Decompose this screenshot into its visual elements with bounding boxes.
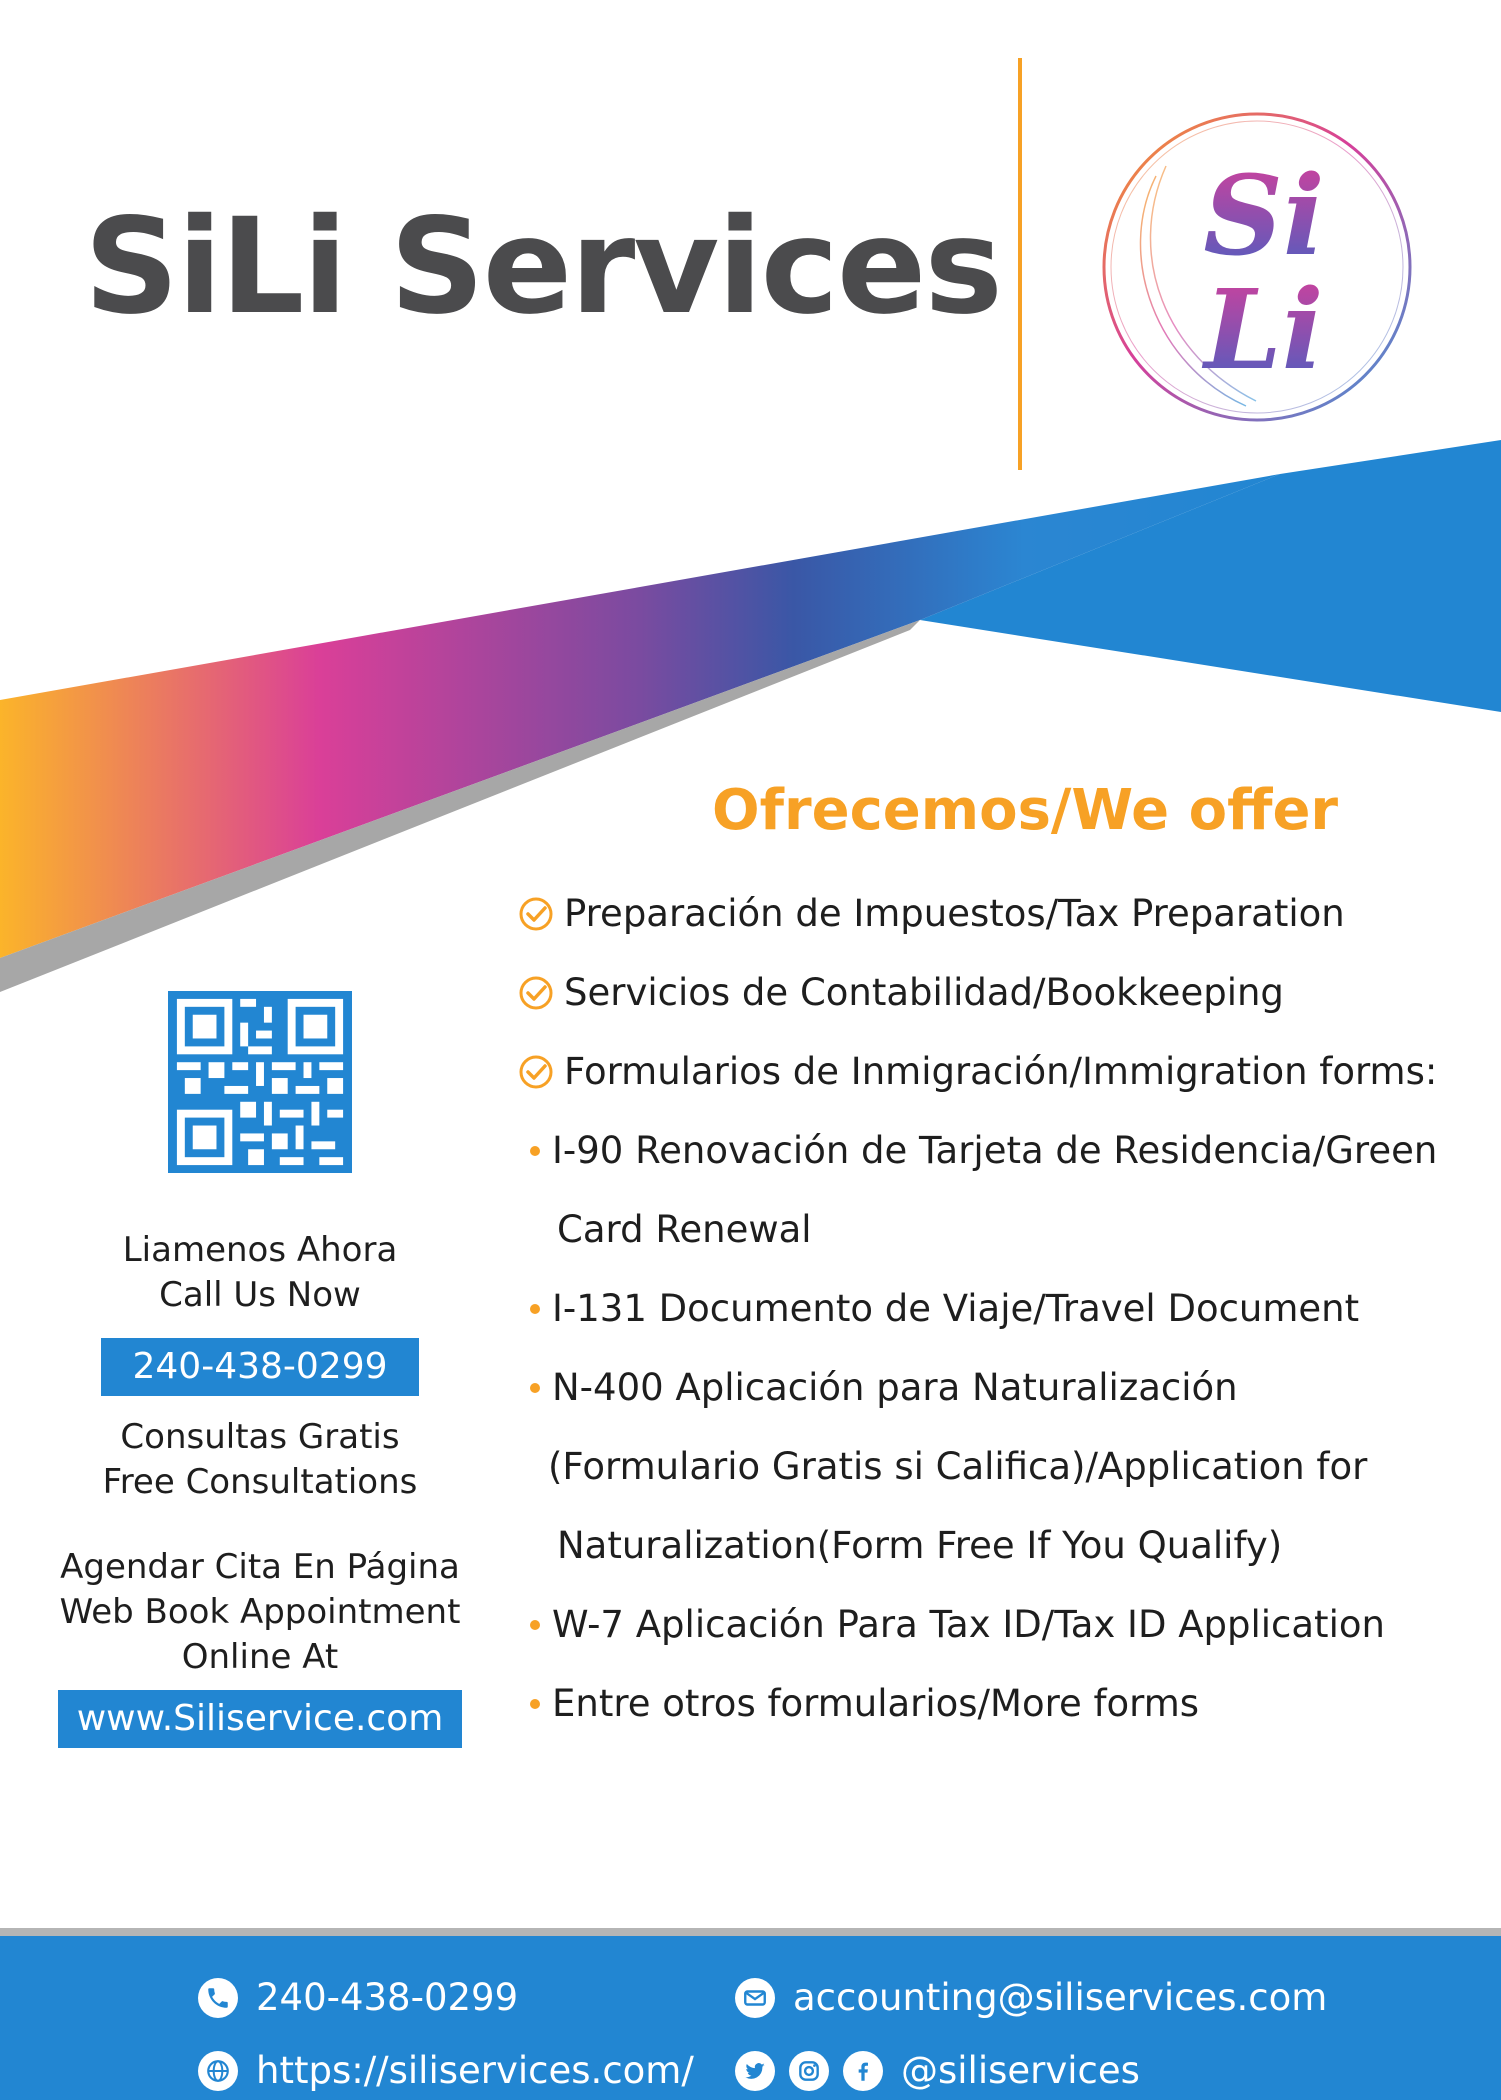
bullet-dot	[530, 1620, 540, 1630]
call-label-es: Liamenos Ahora	[122, 1230, 398, 1270]
consultation-block	[20, 1415, 500, 1505]
phone-badge[interactable]: 240-438-0299	[101, 1338, 419, 1396]
offer-heading: Ofrecemos/We offer	[712, 778, 1339, 843]
consult-label-es: Consultas Gratis	[120, 1417, 400, 1457]
list-item-continuation: Naturalization(Form Free If You Qualify)	[557, 1524, 1283, 1567]
page-title: SiLi Services	[84, 190, 1001, 344]
bullet-dot	[530, 1699, 540, 1709]
website-link[interactable]: www.Siliservice.com	[58, 1690, 462, 1748]
sili-logo	[1096, 106, 1418, 428]
phone-icon	[198, 1978, 238, 2018]
list-item: Formularios de Inmigración/Immigration forms:	[518, 1050, 1437, 1093]
booking-line-3: Online At	[181, 1637, 339, 1677]
header-divider	[1018, 58, 1022, 470]
list-item-continuation: (Formulario Gratis si Califica)/Application for	[548, 1445, 1368, 1488]
email-icon	[735, 1978, 775, 2018]
check-circle-icon	[518, 975, 554, 1011]
consult-label-en: Free Consultations	[102, 1462, 418, 1502]
booking-line-1: Agendar Cita En Página	[60, 1547, 460, 1587]
svg-text:Si: Si	[1203, 151, 1325, 280]
facebook-icon[interactable]	[843, 2051, 883, 2091]
list-item: W-7 Aplicación Para Tax ID/Tax ID Application	[530, 1603, 1385, 1646]
footer-phone[interactable]: 240-438-0299	[198, 1976, 518, 2019]
qr-code[interactable]	[168, 991, 352, 1173]
check-circle-icon	[518, 896, 554, 932]
twitter-icon[interactable]	[735, 2051, 775, 2091]
footer-divider	[0, 1928, 1501, 1936]
bullet-dot	[530, 1304, 540, 1314]
list-item: Entre otros formularios/More forms	[530, 1682, 1199, 1725]
list-item: N-400 Aplicación para Naturalización	[530, 1366, 1238, 1409]
booking-line-2: Web Book Appointment	[59, 1592, 461, 1632]
footer-email[interactable]: accounting@siliservices.com	[735, 1976, 1327, 2019]
list-item: I-131 Documento de Viaje/Travel Document	[530, 1287, 1359, 1330]
call-label-en: Call Us Now	[159, 1275, 361, 1315]
bullet-dot	[530, 1383, 540, 1393]
booking-block	[20, 1545, 500, 1680]
list-item-continuation: Card Renewal	[557, 1208, 812, 1251]
call-us-block	[20, 1228, 500, 1318]
footer-website[interactable]: https://siliservices.com/	[198, 2049, 694, 2092]
globe-icon	[198, 2051, 238, 2091]
footer	[0, 1936, 1501, 2100]
check-circle-icon	[518, 1054, 554, 1090]
svg-text:Li: Li	[1204, 265, 1324, 394]
list-item: Servicios de Contabilidad/Bookkeeping	[518, 971, 1284, 1014]
instagram-icon[interactable]	[789, 2051, 829, 2091]
list-item: Preparación de Impuestos/Tax Preparation	[518, 892, 1345, 935]
footer-social[interactable]: @siliservices	[735, 2049, 1140, 2092]
list-item: I-90 Renovación de Tarjeta de Residencia/Green	[530, 1129, 1437, 1172]
bullet-dot	[530, 1146, 540, 1156]
